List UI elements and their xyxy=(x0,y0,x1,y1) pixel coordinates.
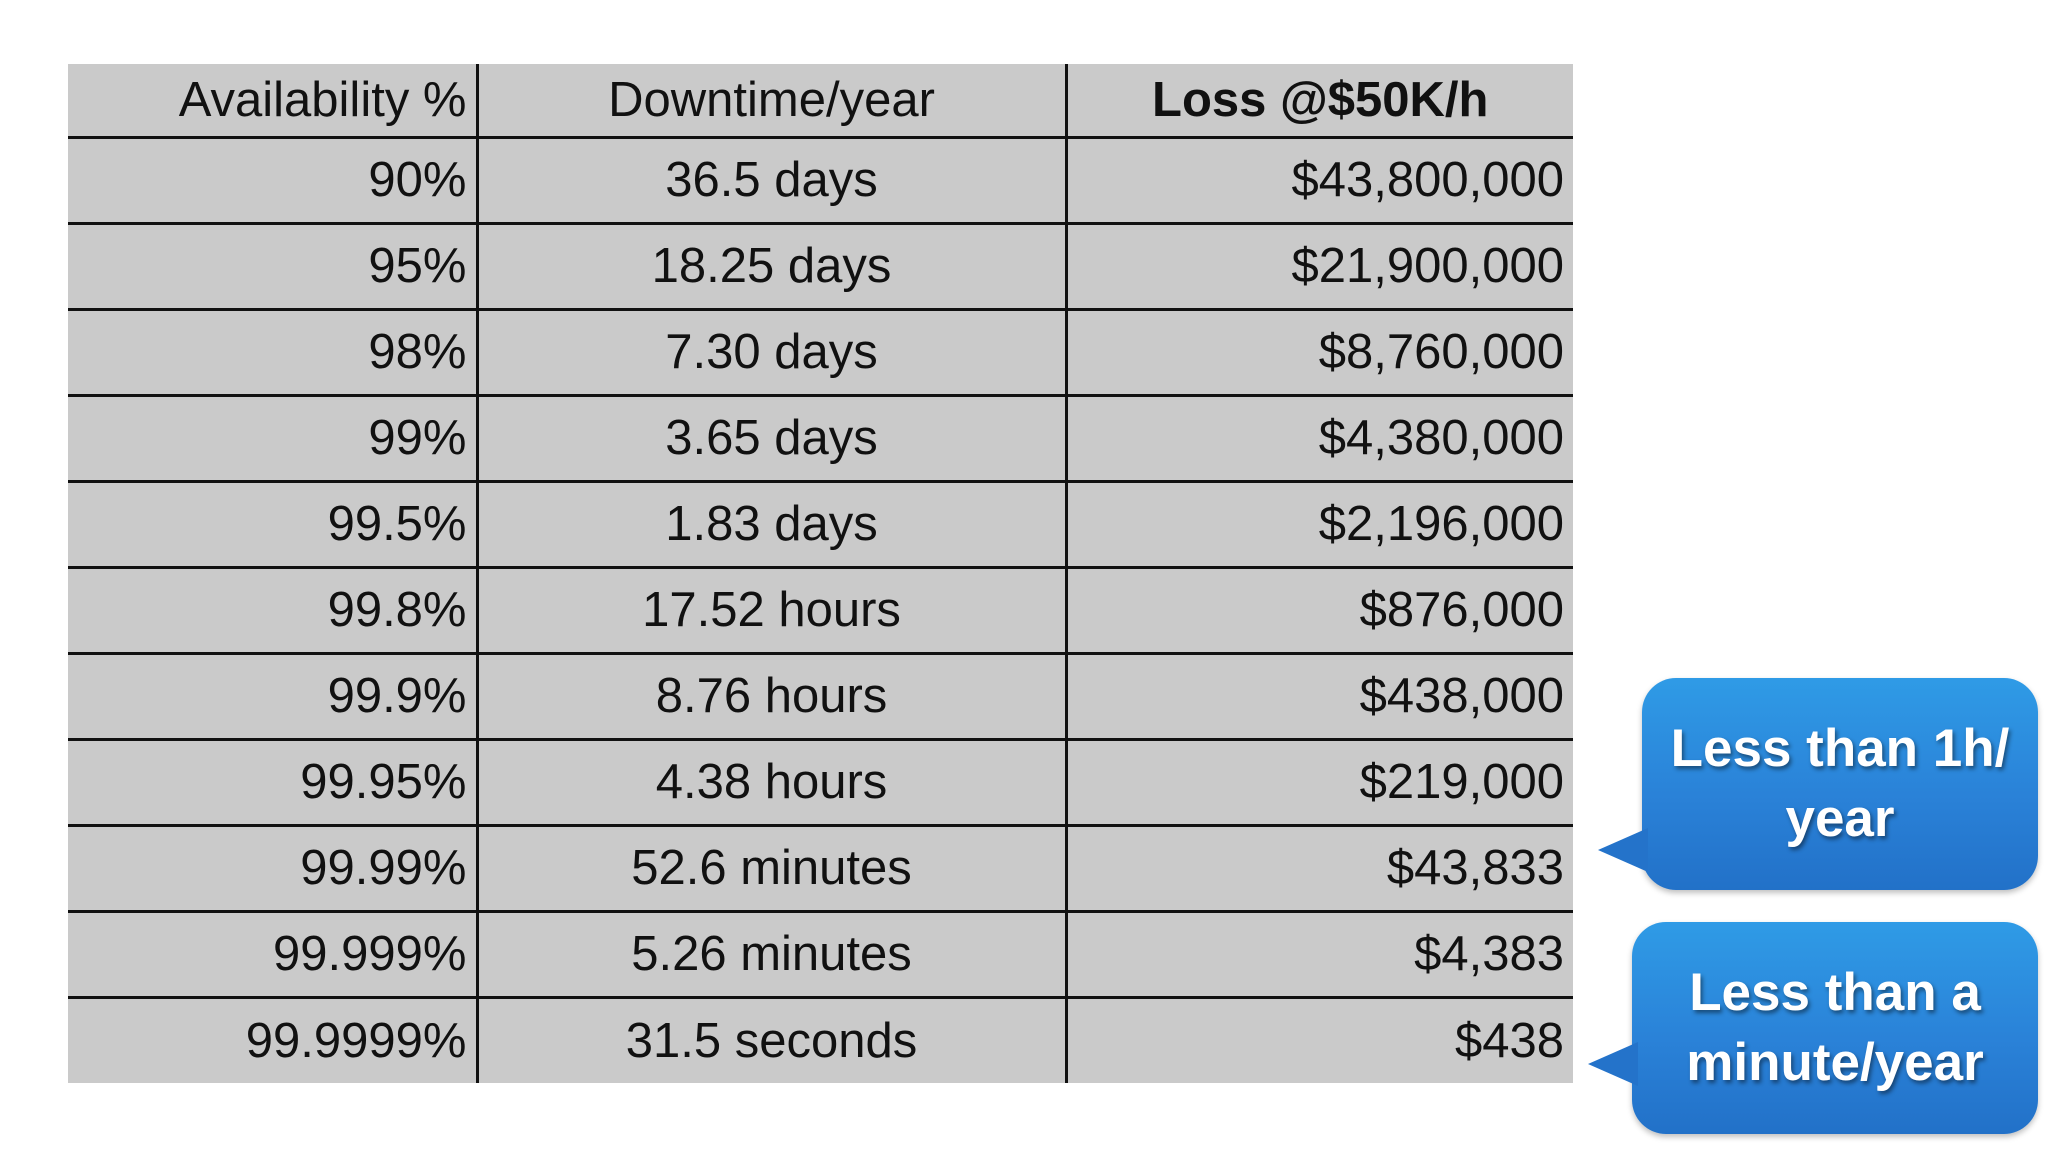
callout-text: Less than 1h/ year xyxy=(1670,719,2010,848)
loss-cell: $4,380,000 xyxy=(1066,395,1573,481)
table-row xyxy=(68,481,1573,567)
callout-tail xyxy=(1588,1042,1638,1086)
downtime-cell: 17.52 hours xyxy=(477,567,1066,653)
availability-cell: 99.9999% xyxy=(68,997,477,1083)
table-row xyxy=(68,739,1573,825)
loss-cell: $2,196,000 xyxy=(1066,481,1573,567)
table-row xyxy=(68,395,1573,481)
callout-less-than-1h xyxy=(1642,678,2038,890)
availability-table xyxy=(68,64,1573,1083)
table-row xyxy=(68,137,1573,223)
loss-cell: $4,383 xyxy=(1066,911,1573,997)
callout-tail xyxy=(1598,828,1648,872)
header-loss: Loss @$50K/h xyxy=(1066,64,1573,137)
downtime-cell: 52.6 minutes xyxy=(477,825,1066,911)
loss-cell: $219,000 xyxy=(1066,739,1573,825)
table-row xyxy=(68,223,1573,309)
loss-cell: $43,833 xyxy=(1066,825,1573,911)
availability-cell: 99.8% xyxy=(68,567,477,653)
downtime-cell: 4.38 hours xyxy=(477,739,1066,825)
availability-cell: 99.9% xyxy=(68,653,477,739)
downtime-cell: 36.5 days xyxy=(477,137,1066,223)
availability-cell: 99% xyxy=(68,395,477,481)
header-availability: Availability % xyxy=(68,64,477,137)
table-row xyxy=(68,653,1573,739)
table-row xyxy=(68,825,1573,911)
availability-cell: 95% xyxy=(68,223,477,309)
callout-text: Less than a minute/year xyxy=(1686,963,1984,1092)
downtime-cell: 18.25 days xyxy=(477,223,1066,309)
loss-cell: $8,760,000 xyxy=(1066,309,1573,395)
availability-cell: 99.99% xyxy=(68,825,477,911)
downtime-cell: 7.30 days xyxy=(477,309,1066,395)
downtime-cell: 3.65 days xyxy=(477,395,1066,481)
availability-cell: 99.999% xyxy=(68,911,477,997)
header-downtime: Downtime/year xyxy=(477,64,1066,137)
availability-cell: 99.95% xyxy=(68,739,477,825)
loss-cell: $438 xyxy=(1066,997,1573,1083)
loss-cell: $438,000 xyxy=(1066,653,1573,739)
availability-cell: 98% xyxy=(68,309,477,395)
table-header-row xyxy=(68,64,1573,137)
loss-cell: $876,000 xyxy=(1066,567,1573,653)
downtime-cell: 1.83 days xyxy=(477,481,1066,567)
table-row xyxy=(68,309,1573,395)
callout-less-than-a-minute xyxy=(1632,922,2038,1134)
downtime-cell: 8.76 hours xyxy=(477,653,1066,739)
downtime-cell: 5.26 minutes xyxy=(477,911,1066,997)
table-row xyxy=(68,997,1573,1083)
availability-cell: 99.5% xyxy=(68,481,477,567)
loss-cell: $21,900,000 xyxy=(1066,223,1573,309)
table-row xyxy=(68,567,1573,653)
availability-cell: 90% xyxy=(68,137,477,223)
downtime-cell: 31.5 seconds xyxy=(477,997,1066,1083)
loss-cell: $43,800,000 xyxy=(1291,153,1564,207)
table-row xyxy=(68,911,1573,997)
